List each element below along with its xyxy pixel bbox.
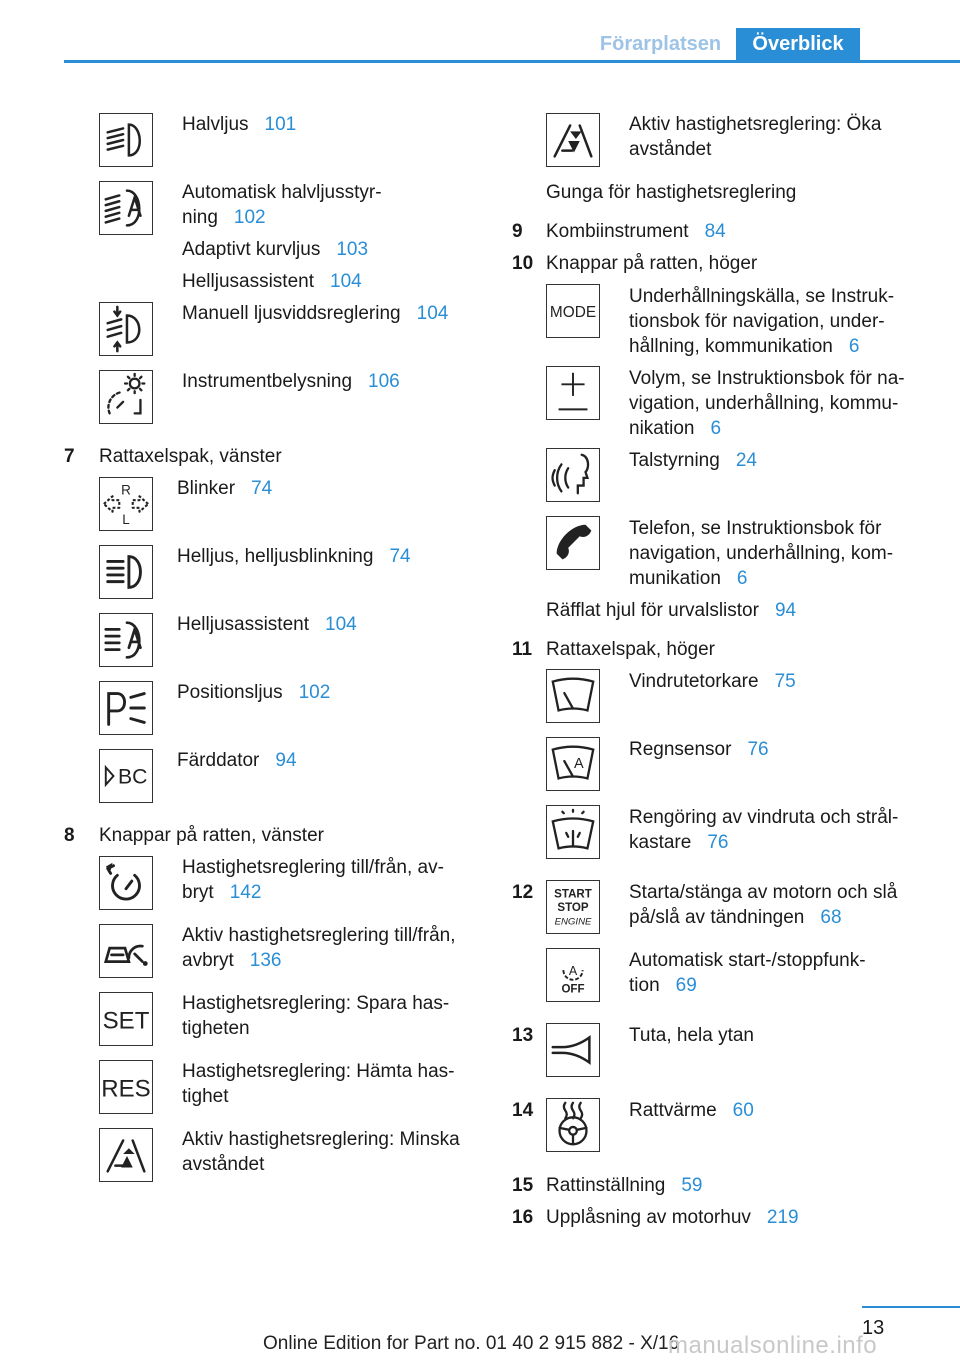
svg-text:MODE: MODE: [549, 303, 597, 321]
page-ref[interactable]: 102: [298, 682, 331, 703]
page-ref[interactable]: 60: [732, 1100, 754, 1121]
header-rule: [64, 60, 960, 63]
page-ref[interactable]: 76: [747, 739, 769, 760]
footer-rule: [862, 1306, 960, 1308]
page-ref[interactable]: 104: [325, 614, 357, 635]
page-ref[interactable]: 6: [848, 336, 860, 357]
rain-sensor-label: Regnsensor 76: [629, 739, 769, 760]
instrument-lighting-label: Instrumentbelysning 106: [182, 371, 400, 392]
resume-label: Hastighetsreglering: Hämta has-: [182, 1061, 455, 1082]
item-title: Knappar på ratten, höger: [546, 253, 758, 274]
item-number: 11: [512, 639, 533, 660]
voice-control-label: Talstyrning 24: [629, 450, 757, 471]
watermark: manualsonline.info: [668, 1332, 878, 1359]
mode-label-2: tionsbok för navigation, under-: [629, 311, 885, 332]
phone-label-2: navigation, underhållning, kom-: [629, 543, 894, 564]
washer-label: Rengöring av vindruta och strål-: [629, 807, 899, 828]
page-ref[interactable]: 219: [766, 1207, 799, 1228]
auto-start-stop-label-2: tion 69: [629, 975, 697, 996]
hood-release-label: Upplåsning av motorhuv 219: [546, 1207, 799, 1228]
onboard-computer-icon: [99, 749, 153, 803]
active-cruise-icon: [99, 924, 153, 978]
page-ref[interactable]: 94: [774, 600, 797, 621]
set-label-2: tigheten: [182, 1018, 250, 1039]
svg-text:A: A: [573, 755, 584, 772]
cruise-rocker-label: Gunga för hastighetsreglering: [546, 182, 797, 203]
cruise-control-icon: [99, 856, 153, 910]
page-ref[interactable]: 103: [336, 239, 369, 260]
washer-icon: [546, 805, 600, 859]
page-ref[interactable]: 74: [389, 546, 411, 567]
distance-increase-icon: [546, 113, 600, 167]
page-ref[interactable]: 59: [681, 1175, 703, 1196]
item-number: 10: [512, 253, 534, 274]
page-ref[interactable]: 6: [736, 568, 748, 589]
cruise-control-label: Hastighetsreglering till/från, av-: [182, 857, 444, 878]
distance-decrease-label-2: avståndet: [182, 1154, 265, 1175]
low-beam-label: Halvljus 101: [182, 114, 297, 135]
instrument-lighting-icon: [99, 370, 153, 424]
resume-icon: [99, 1060, 153, 1114]
item-number: 15: [512, 1175, 534, 1196]
auto-low-beam-label-2: ning 102: [182, 207, 266, 228]
active-cruise-label: Aktiv hastighetsreglering till/från,: [182, 925, 456, 946]
item-number: 7: [64, 446, 75, 467]
page-ref[interactable]: 136: [249, 950, 282, 971]
parking-light-icon: [99, 681, 153, 735]
headlight-range-label: Manuell ljusviddsreglering 104: [182, 303, 449, 324]
headlight-range-icon: [99, 302, 153, 356]
volume-label-3: nikation 6: [629, 418, 722, 439]
section-tab[interactable]: Förarplatsen: [599, 33, 722, 55]
svg-text:BC: BC: [118, 765, 148, 789]
washer-label-2: kastare 76: [629, 832, 729, 853]
distance-decrease-icon: [99, 1128, 153, 1182]
mode-label: Underhållningskälla, se Instruk-: [629, 286, 895, 307]
high-beam-assist-icon: [99, 613, 153, 667]
high-beam-assist-label: Helljusassistent 104: [177, 614, 357, 635]
page-ref[interactable]: 104: [416, 303, 449, 324]
svg-text:RES: RES: [101, 1075, 151, 1103]
item-number: 12: [512, 882, 534, 903]
turn-signal-label: Blinker 74: [177, 478, 273, 499]
item-title: Kombiinstrument 84: [546, 221, 726, 242]
distance-increase-label-2: avståndet: [629, 139, 712, 160]
set-icon: [99, 992, 153, 1046]
volume-label-2: vigation, underhållning, kommu-: [629, 393, 899, 414]
item-title: Knappar på ratten, vänster: [99, 825, 324, 846]
distance-increase-label: Aktiv hastighetsreglering: Öka: [629, 114, 882, 135]
high-beam-icon: [99, 545, 153, 599]
voice-control-icon: [546, 448, 600, 502]
item-title: Rattaxelspak, vänster: [99, 446, 282, 467]
svg-text:A: A: [568, 964, 578, 978]
page-ref[interactable]: 104: [330, 271, 362, 292]
svg-text:START: START: [554, 888, 592, 901]
page-ref[interactable]: 69: [675, 975, 697, 996]
page-ref[interactable]: 24: [735, 450, 757, 471]
edition-note: Online Edition for Part no. 01 40 2 915 882 - X/16: [263, 1333, 680, 1354]
svg-text:ENGINE: ENGINE: [554, 916, 592, 928]
phone-icon: [546, 516, 600, 570]
page-ref[interactable]: 68: [820, 907, 842, 928]
phone-label: Telefon, se Instruktionsbok för: [629, 518, 882, 539]
page-ref[interactable]: 74: [251, 478, 273, 499]
page-ref[interactable]: 101: [264, 114, 297, 135]
item-number: 16: [512, 1207, 534, 1228]
item-number: 8: [64, 825, 75, 846]
turn-signal-icon: [99, 477, 153, 531]
adaptive-curve-light-label: Adaptivt kurvljus 103: [182, 239, 369, 260]
svg-text:SET: SET: [102, 1007, 150, 1035]
start-stop-label-2: på/slå av tändningen 68: [629, 907, 842, 928]
auto-low-beam-label: Automatisk halvljusstyr-: [182, 182, 382, 203]
parking-light-label: Positionsljus 102: [177, 682, 331, 703]
phone-label-3: munikation 6: [629, 568, 748, 589]
page-ref[interactable]: 94: [275, 750, 297, 771]
steering-adjust-label: Rattinställning 59: [546, 1175, 703, 1196]
page-ref[interactable]: 106: [368, 371, 400, 392]
page-ref[interactable]: 76: [707, 832, 729, 853]
active-cruise-label-2: avbryt 136: [182, 950, 282, 971]
item-number: 13: [512, 1025, 534, 1046]
item-title: Rattaxelspak, höger: [546, 639, 715, 660]
knurled-wheel-label: Räfflat hjul för urvalslistor 94: [546, 600, 797, 621]
wiper-label: Vindrutetorkare 75: [629, 671, 796, 692]
cruise-control-label-2: bryt 142: [182, 882, 262, 903]
auto-start-stop-label: Automatisk start-/stoppfunk-: [629, 950, 866, 971]
page-ref[interactable]: 6: [710, 418, 722, 439]
mode-label-3: hållning, kommunikation 6: [629, 336, 860, 357]
steering-heat-icon: [546, 1098, 600, 1152]
volume-label: Volym, se Instruktionsbok för na-: [629, 368, 905, 389]
svg-text:STOP: STOP: [557, 901, 589, 914]
wiper-icon: [546, 669, 600, 723]
page-ref[interactable]: 142: [229, 882, 262, 903]
page-ref[interactable]: 75: [774, 671, 796, 692]
svg-text:OFF: OFF: [561, 983, 585, 996]
low-beam-icon: [99, 113, 153, 167]
page-ref[interactable]: 102: [233, 207, 266, 228]
resume-label-2: tighet: [182, 1086, 229, 1107]
set-label: Hastighetsreglering: Spara has-: [182, 993, 450, 1014]
high-beam-assistant-label: Helljusassistent 104: [182, 271, 362, 292]
chapter-tab[interactable]: Överblick: [736, 28, 860, 60]
mode-icon: [546, 284, 600, 338]
svg-text:R: R: [121, 482, 131, 498]
rain-sensor-icon: [546, 737, 600, 791]
horn-icon: [546, 1023, 600, 1077]
steering-heat-label: Rattvärme 60: [629, 1100, 754, 1121]
high-beam-label: Helljus, helljusblinkning 74: [177, 546, 411, 567]
onboard-computer-label: Färddator 94: [177, 750, 297, 771]
start-stop-icon: [546, 880, 600, 934]
page-number: 13: [862, 1317, 885, 1339]
distance-decrease-label: Aktiv hastighetsreglering: Minska: [182, 1129, 460, 1150]
svg-text:L: L: [122, 512, 130, 528]
auto-low-beam-icon: [99, 181, 153, 235]
horn-label: Tuta, hela ytan: [629, 1025, 754, 1046]
page-ref[interactable]: 84: [704, 221, 726, 242]
item-number: 14: [512, 1100, 534, 1121]
volume-icon: [546, 366, 600, 420]
item-number: 9: [512, 221, 523, 242]
auto-start-stop-icon: [546, 948, 600, 1002]
start-stop-label: Starta/stänga av motorn och slå: [629, 882, 898, 903]
